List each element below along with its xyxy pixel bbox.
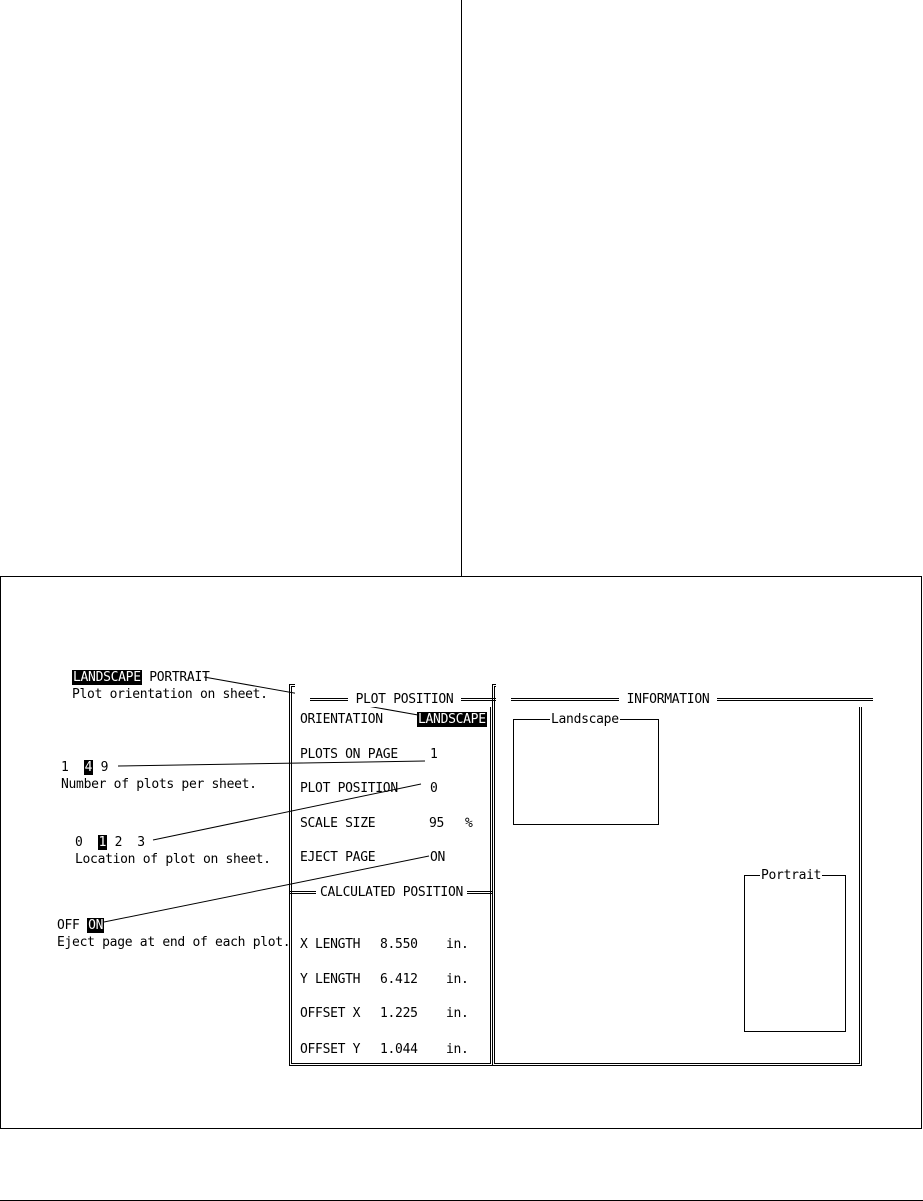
eject-desc: Eject page at end of each plot.: [57, 935, 291, 950]
offset-x-label: OFFSET X: [300, 1006, 361, 1021]
calculated-title: CALCULATED POSITION: [316, 885, 467, 900]
plot-position-label: PLOT POSITION: [300, 781, 398, 796]
plot-position-value[interactable]: 0: [430, 781, 438, 796]
offset-x-value: 1.225: [380, 1006, 418, 1021]
y-length-unit: in.: [446, 972, 469, 987]
x-length-value: 8.550: [380, 937, 418, 952]
offset-y-label: OFFSET Y: [300, 1042, 361, 1057]
orientation-label: ORIENTATION: [300, 712, 383, 727]
offset-y-value: 1.044: [380, 1042, 418, 1057]
location-option-1[interactable]: 1: [98, 835, 107, 850]
information-title: INFORMATION: [496, 677, 873, 707]
plots-desc: Number of plots per sheet.: [61, 777, 257, 792]
orientation-value[interactable]: LANDSCAPE: [418, 712, 486, 727]
y-length-value: 6.412: [380, 972, 418, 987]
x-length-unit: in.: [446, 937, 469, 952]
landscape-option[interactable]: LANDSCAPE: [73, 670, 141, 685]
scale-size-unit: %: [465, 816, 473, 831]
plot-position-title: PLOT POSITION: [295, 677, 499, 707]
portrait-option[interactable]: PORTRAIT: [149, 670, 210, 685]
plots-on-page-value[interactable]: 1: [430, 747, 438, 762]
location-option-2[interactable]: 2: [114, 835, 123, 850]
plots-option-1[interactable]: 1: [61, 760, 69, 775]
location-options: [75, 835, 145, 850]
eject-page-label: EJECT PAGE: [300, 850, 376, 865]
plots-option-4[interactable]: 4: [84, 760, 93, 775]
y-length-label: Y LENGTH: [300, 972, 361, 987]
landscape-preview: [513, 719, 659, 825]
offset-y-unit: in.: [446, 1042, 469, 1057]
eject-on-option[interactable]: ON: [88, 918, 104, 933]
orientation-options: [72, 670, 210, 685]
plots-options: [61, 760, 108, 775]
portrait-preview-label: Portrait: [761, 868, 822, 883]
eject-off-option[interactable]: OFF: [57, 918, 80, 933]
eject-options: [57, 918, 104, 933]
orientation-desc: Plot orientation on sheet.: [72, 687, 268, 702]
portrait-preview: [744, 875, 846, 1032]
offset-x-unit: in.: [446, 1006, 469, 1021]
landscape-preview-label: Landscape: [551, 712, 619, 727]
location-option-0[interactable]: 0: [75, 835, 83, 850]
location-desc: Location of plot on sheet.: [75, 852, 271, 867]
scale-size-value[interactable]: 95: [429, 816, 445, 831]
plots-option-9[interactable]: 9: [100, 760, 109, 775]
x-length-label: X LENGTH: [300, 937, 361, 952]
location-option-3[interactable]: 3: [137, 835, 145, 850]
eject-page-value[interactable]: ON: [430, 850, 446, 865]
scale-size-label: SCALE SIZE: [300, 816, 376, 831]
plots-on-page-label: PLOTS ON PAGE: [300, 747, 398, 762]
